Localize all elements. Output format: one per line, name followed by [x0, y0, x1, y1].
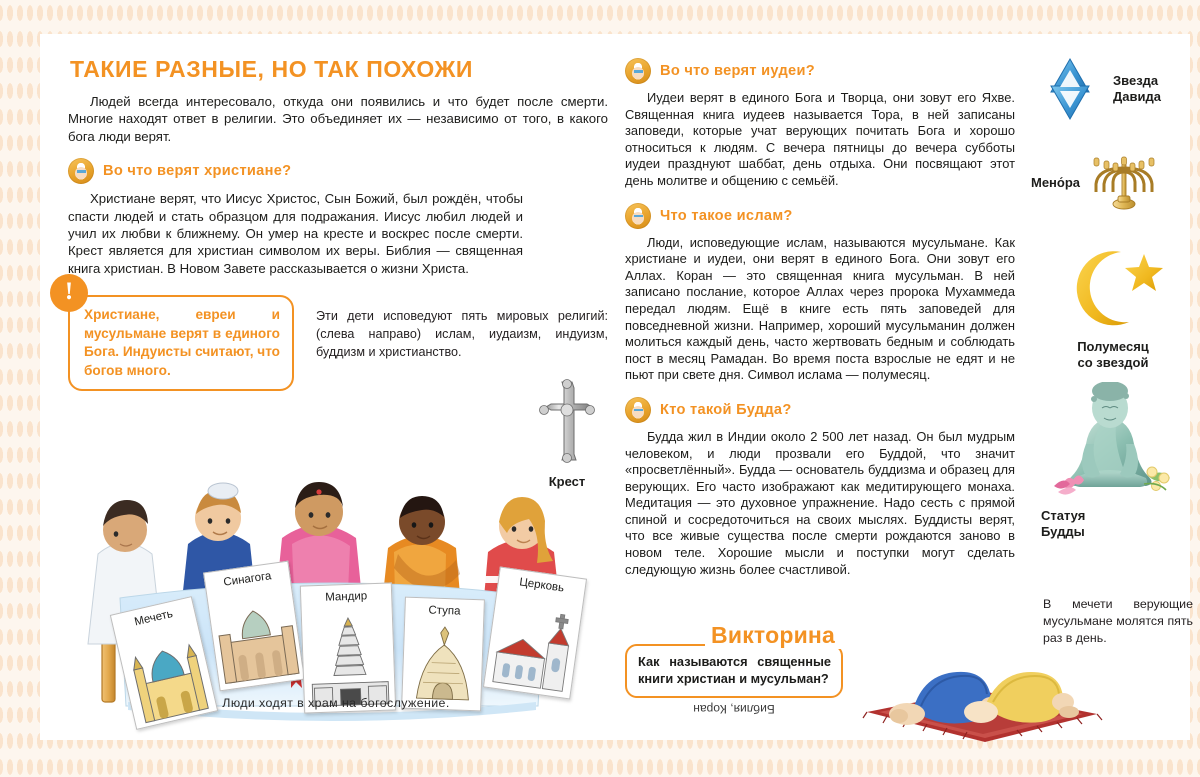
figure-star-of-david	[1037, 56, 1161, 122]
card-stupa[interactable]	[401, 597, 485, 712]
heading-christians-label: Во что верят христиане?	[103, 163, 292, 180]
card-church[interactable]	[483, 566, 587, 699]
quiz-question: Как называются священные книги христиан и мусульман?	[625, 644, 843, 698]
card-mosque-label: Мечеть	[133, 607, 175, 629]
page-sheet	[40, 34, 1193, 740]
synagogue-icon	[208, 589, 305, 688]
church-icon	[484, 595, 584, 696]
illustration-praying-muslims	[857, 640, 1107, 744]
exclamation-icon: !	[50, 274, 88, 312]
illustration-caption: Люди ходят в храм на богослужение.	[222, 696, 450, 710]
girl-avatar-icon	[625, 397, 651, 423]
islam-paragraph: Люди, исповедующие ислам, называются мусульмане. Как христиане и иудеи, они верят в единого Бога. Они зовут его Аллах. Коран — это священная книга мусульман. В ней записано послание, которое Аллах через пророка Мухаммеда передал людям. Ещё в книге есть пять заповедей для повседневной жизни. Например, хороший мусульманин должен молиться каждый день, часто жертвовать бедным и соблюдать пост в месяц Рамадан. Во время поста взрослые не едят и не пьют при свете дня. Символ ислама — полумесяц.	[625, 234, 1015, 383]
figure-menorah	[1031, 152, 1160, 214]
callout-side-text: Эти дети исповедуют пять мировых религий: (слева направо) ислам, иудаизм, индуизм, буддизм и христианство.	[316, 309, 608, 360]
girl-avatar-icon	[68, 158, 94, 184]
card-church-label: Церковь	[518, 576, 565, 595]
quiz-block	[625, 622, 843, 716]
star-caption-line2: Давида	[1113, 89, 1161, 104]
crescent-caption-line1: Полумесяц	[1077, 339, 1149, 354]
illustration-kids-with-cards	[76, 426, 596, 726]
card-synagogue-label: Синагога	[222, 570, 273, 589]
buddha-paragraph: Будда жил в Индии около 2 500 лет назад. Он был мудрым человеком, и люди прозвали его Буддой, что значит «просветлённый». Будда — основатель буддизма и образец для верующих. Его часто изображают как медитирующего монаха. Медитация — это духовное упражнение. Надо сесть с прямой спиной и сосредоточиться на своих мыслях. Буддисты верят, что все живые существа после смерти рождаются заново в новом теле. Хорошие мысли и поступки могут сделать следующую жизнь более счастливой.	[625, 428, 1015, 577]
heading-christians	[68, 158, 608, 184]
column-left	[64, 34, 608, 710]
buddha-caption-line2: Будды	[1041, 524, 1085, 539]
heading-islam	[625, 203, 1015, 229]
crescent-caption-line2: со звездой	[1077, 355, 1149, 370]
figure-menorah-caption: Мено́ра	[1031, 175, 1081, 190]
prayer-svg	[857, 640, 1107, 744]
card-mandir-label: Мандир	[325, 590, 368, 604]
heading-buddha-label: Кто такой Будда?	[660, 401, 792, 418]
buddha-statue-icon	[1044, 382, 1176, 504]
note-mosque-prayer: В мечети верующие мусульмане молятся пять раз в день.	[1043, 597, 1193, 645]
figure-crescent-caption	[1043, 339, 1183, 371]
heading-jews	[625, 58, 1015, 84]
page-title: ТАКИЕ РАЗНЫЕ, НО ТАК ПОХОЖИ	[70, 56, 474, 82]
star-of-david-icon	[1037, 56, 1103, 122]
card-stupa-label: Ступа	[428, 604, 461, 618]
heading-jews-label: Во что верят иудеи?	[660, 63, 815, 79]
heading-buddha	[625, 397, 1015, 423]
buddha-caption-line1: Статуя	[1041, 508, 1086, 523]
quiz-answer: Библия, Коран	[693, 702, 775, 716]
callout-box	[64, 278, 294, 391]
crescent-star-icon	[1061, 246, 1165, 332]
figure-star-of-david-caption	[1113, 73, 1161, 105]
jews-paragraph: Иудеи верят в единого Бога и Творца, они зовут его Яхве. Священная книга иудеев называется Тора, в ней записаны заповеди, которые учат верующих почитать Бога и хорошо относиться к людям. С вечера пятницы до вечера субботы иудеи празднуют шаббат, день отдыха. Они посвящают этот день молитве и общению с семьёй.	[625, 90, 1015, 188]
intro-paragraph: Людей всегда интересовало, откуда они появились и что будет после смерти. Многие находят ответ в религии. Это объединяет их — независимо от того, в какого бога люди верят.	[68, 94, 608, 144]
column-middle	[625, 34, 1015, 716]
card-synagogue[interactable]	[203, 561, 305, 692]
menorah-icon	[1088, 152, 1160, 214]
callout-text: Христиане, евреи и мусульмане верят в единого Бога. Индуисты считают, что богов много.	[84, 307, 280, 378]
christians-paragraph: Христиане верят, что Иисус Христос, Сын Божий, был рождён, чтобы спасти людей и стать образцом для подражания. Иисус любил людей и учил их любви к ближнему. Он умер на кресте и воскрес после смерти. Крест является для христиан символом их веры. Библия — священная книга христиан. В Новом Завете рассказывается о жизни Христа.	[68, 191, 523, 276]
card-mandir[interactable]	[300, 582, 396, 713]
figure-cross-caption: Крест	[548, 474, 586, 490]
heading-islam-label: Что такое ислам?	[660, 207, 793, 224]
callout-row	[64, 278, 608, 391]
figure-crescent-star	[1043, 246, 1183, 371]
girl-avatar-icon	[625, 203, 651, 229]
girl-avatar-icon	[625, 58, 651, 84]
figure-buddha-statue	[1035, 382, 1185, 540]
quiz-title: Викторина	[705, 622, 841, 649]
star-caption-line1: Звезда	[1113, 73, 1159, 88]
figure-buddha-caption	[1035, 508, 1185, 540]
